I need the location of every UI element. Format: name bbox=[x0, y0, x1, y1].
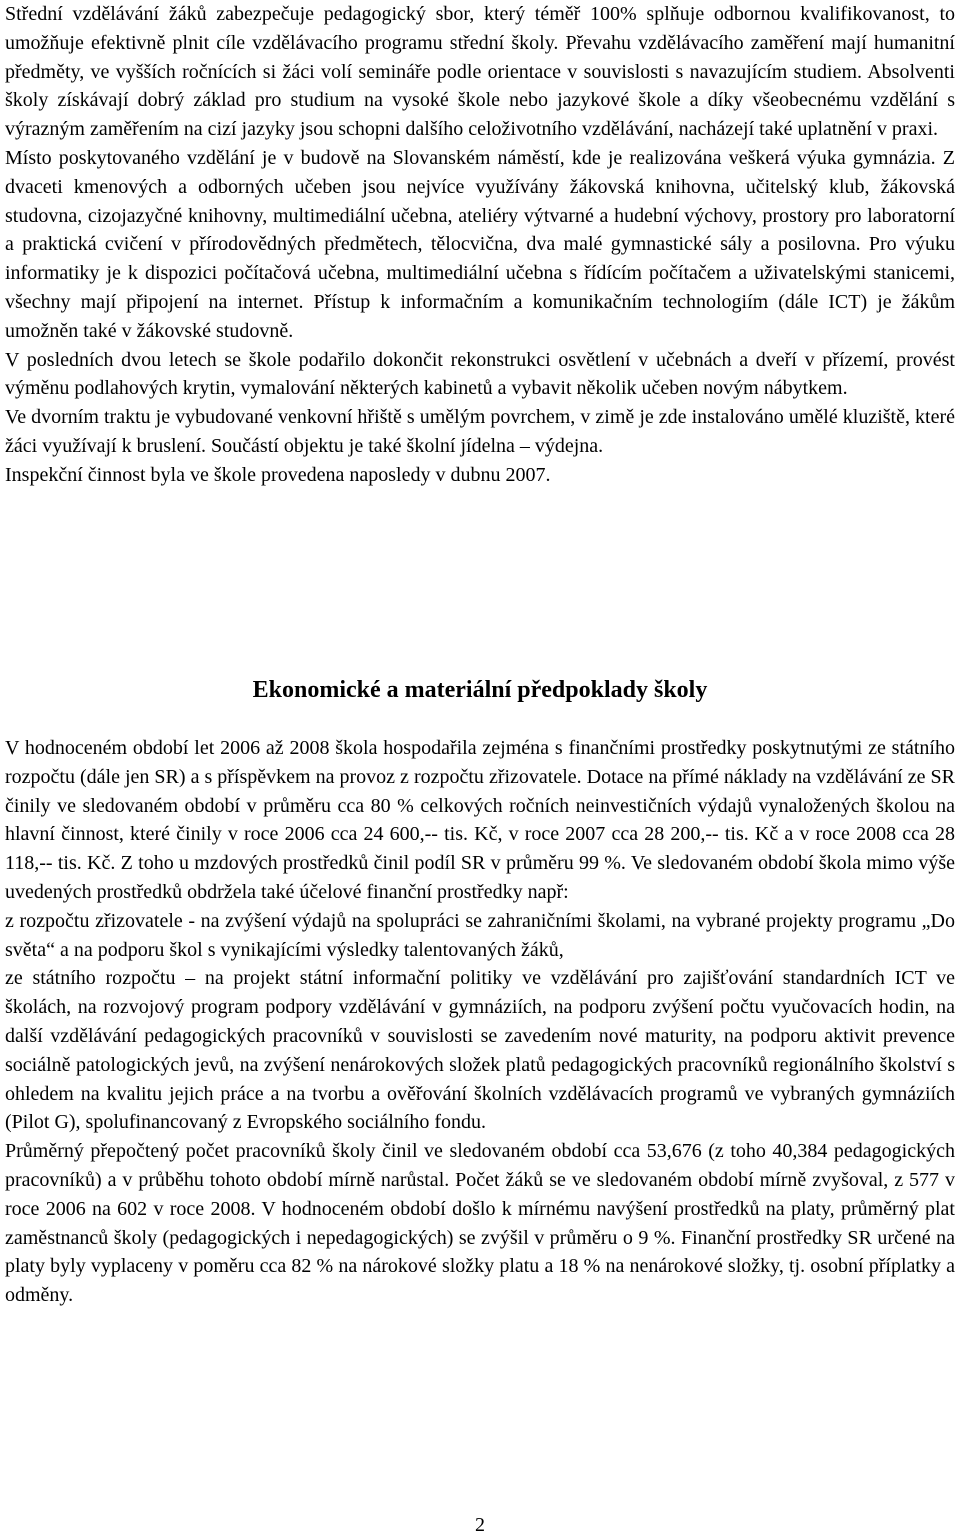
paragraph: Místo poskytovaného vzdělání je v budově na Slovanském náměstí, kde je realizována veškerá výuka gymnázia. Z dvaceti kmenových a odborných učeben jsou nejvíce využívány žákovská knihovna, učitelský klub, žákovská studovna, cizojazyčné knihovny, multimediální učebna, ateliéry výtvarné a hudební výchovy, prostory pro laboratorní a praktická cvičení v přírodovědných předmětech, tělocvična, dva malé gymnastické sály a posilovna. Pro výuku informatiky je k dispozici počítačová učebna, multimediální učebna s řídícím počítačem a uživatelskými stanicemi, všechny mají připojení na internet. Přístup k informačním a komunikačním technologiím (dále ICT) je žákům umožněn také v žákovské studovně. bbox=[5, 146, 955, 342]
paragraph: Inspekční činnost byla ve škole provedena naposledy v dubnu 2007. bbox=[5, 463, 551, 486]
paragraph: z rozpočtu zřizovatele - na zvýšení výdajů na spolupráci se zahraničními školami, na vybrané projekty programu „Do světa“ a na podporu škol s vynikajícími výsledky talentovaných žáků, bbox=[5, 909, 955, 961]
section-school-description bbox=[5, 0, 955, 490]
paragraph: Střední vzdělávání žáků zabezpečuje pedagogický sbor, který téměř 100% splňuje odbornou kvalifikovanost, to umožňuje efektivně plnit cíle vzdělávacího programu střední školy. Převahu vzdělávacího zaměření mají humanitní předměty, ve vyšších ročnících si žáci volí semináře podle orientace v souvislosti s navazujícím studiem. Absolventi školy získávají dobrý základ pro studium na vysoké škole nebo jazykové škole a díky všeobecnému vzdělání s výrazným zaměřením na cizí jazyky jsou schopni dalšího celoživotního vzdělávání, nacházejí také uplatnění v praxi. bbox=[5, 3, 955, 141]
paragraph: Ve dvorním traktu je vybudované venkovní hřiště s umělým povrchem, v zimě je zde instalováno umělé kluziště, které žáci využívají k bruslení. Součástí objektu je také školní jídelna – výdejna. bbox=[5, 406, 955, 457]
paragraph: ze státního rozpočtu – na projekt státní informační politiky ve vzdělávání pro zajišťování standardních ICT ve školách, na rozvojový program podpory vzdělávání v gymnáziích, na podporu zvýšení počtu vyučovacích hodin, na další vzdělávání pedagogických pracovníků v souvislosti se zavedením nové maturity, na podporu aktivit prevence sociálně patologických jevů, na zvýšení nenárokových složek platů pedagogických pracovníků regionálního školství s ohledem na kvalitu jejich práce a na tvorbu a ověřování školních vzdělávacích programů ve vybraných gymnáziích (Pilot G), spolufinancovaný z Evropského sociálního fondu. bbox=[5, 967, 955, 1134]
section-heading: Ekonomické a materiální předpoklady školy bbox=[252, 677, 708, 703]
section-economic-conditions bbox=[5, 734, 955, 1310]
page-number: 2 bbox=[475, 1514, 485, 1536]
paragraph: Průměrný přepočtený počet pracovníků školy činil ve sledovaném období cca 53,676 (z toho 40,384 pedagogických pracovníků) a v průběhu tohoto období mírně narůstal. Počet žáků se ve sledovaném období mírně zvyšoval, z 577 v roce 2006 na 602 v roce 2008. V hodnoceném období došlo k mírnému navýšení prostředků na platy, průměrný plat zaměstnanců školy (pedagogických i nepedagogických) se zvýšil v průměru o 9 %. Finanční prostředky SR určené na platy byly vyplaceny v poměru cca 82 % na nárokové složky platu a 18 % na nenárokové složky, tj. osobní příplatky a odměny. bbox=[5, 1140, 955, 1307]
paragraph: V posledních dvou letech se škole podařilo dokončit rekonstrukci osvětlení v učebnách a dveří v přízemí, provést výměnu podlahových krytin, vymalování některých kabinetů a vybavit několik učeben novým nábytkem. bbox=[5, 348, 955, 400]
paragraph: V hodnoceném období let 2006 až 2008 škola hospodařila zejména s finančními prostředky poskytnutými ze státního rozpočtu (dále jen SR) a s příspěvkem na provoz z rozpočtu zřizovatele. Dotace na přímé náklady na vzdělávání ze SR činily ve sledovaném období v průměru cca 80 % celkových ročních neinvestičních výdajů vynaložených školou na hlavní činnost, které činily v roce 2006 cca 24 600,-- tis. Kč, v roce 2007 cca 28 200,-- tis. Kč a v roce 2008 cca 28 118,-- tis. Kč. Z toho u mzdových prostředků činil podíl SR v průměru 99 %. Ve sledovaném období škola mimo výše uvedených prostředků obdržela také účelové finanční prostředky např: bbox=[5, 737, 955, 903]
